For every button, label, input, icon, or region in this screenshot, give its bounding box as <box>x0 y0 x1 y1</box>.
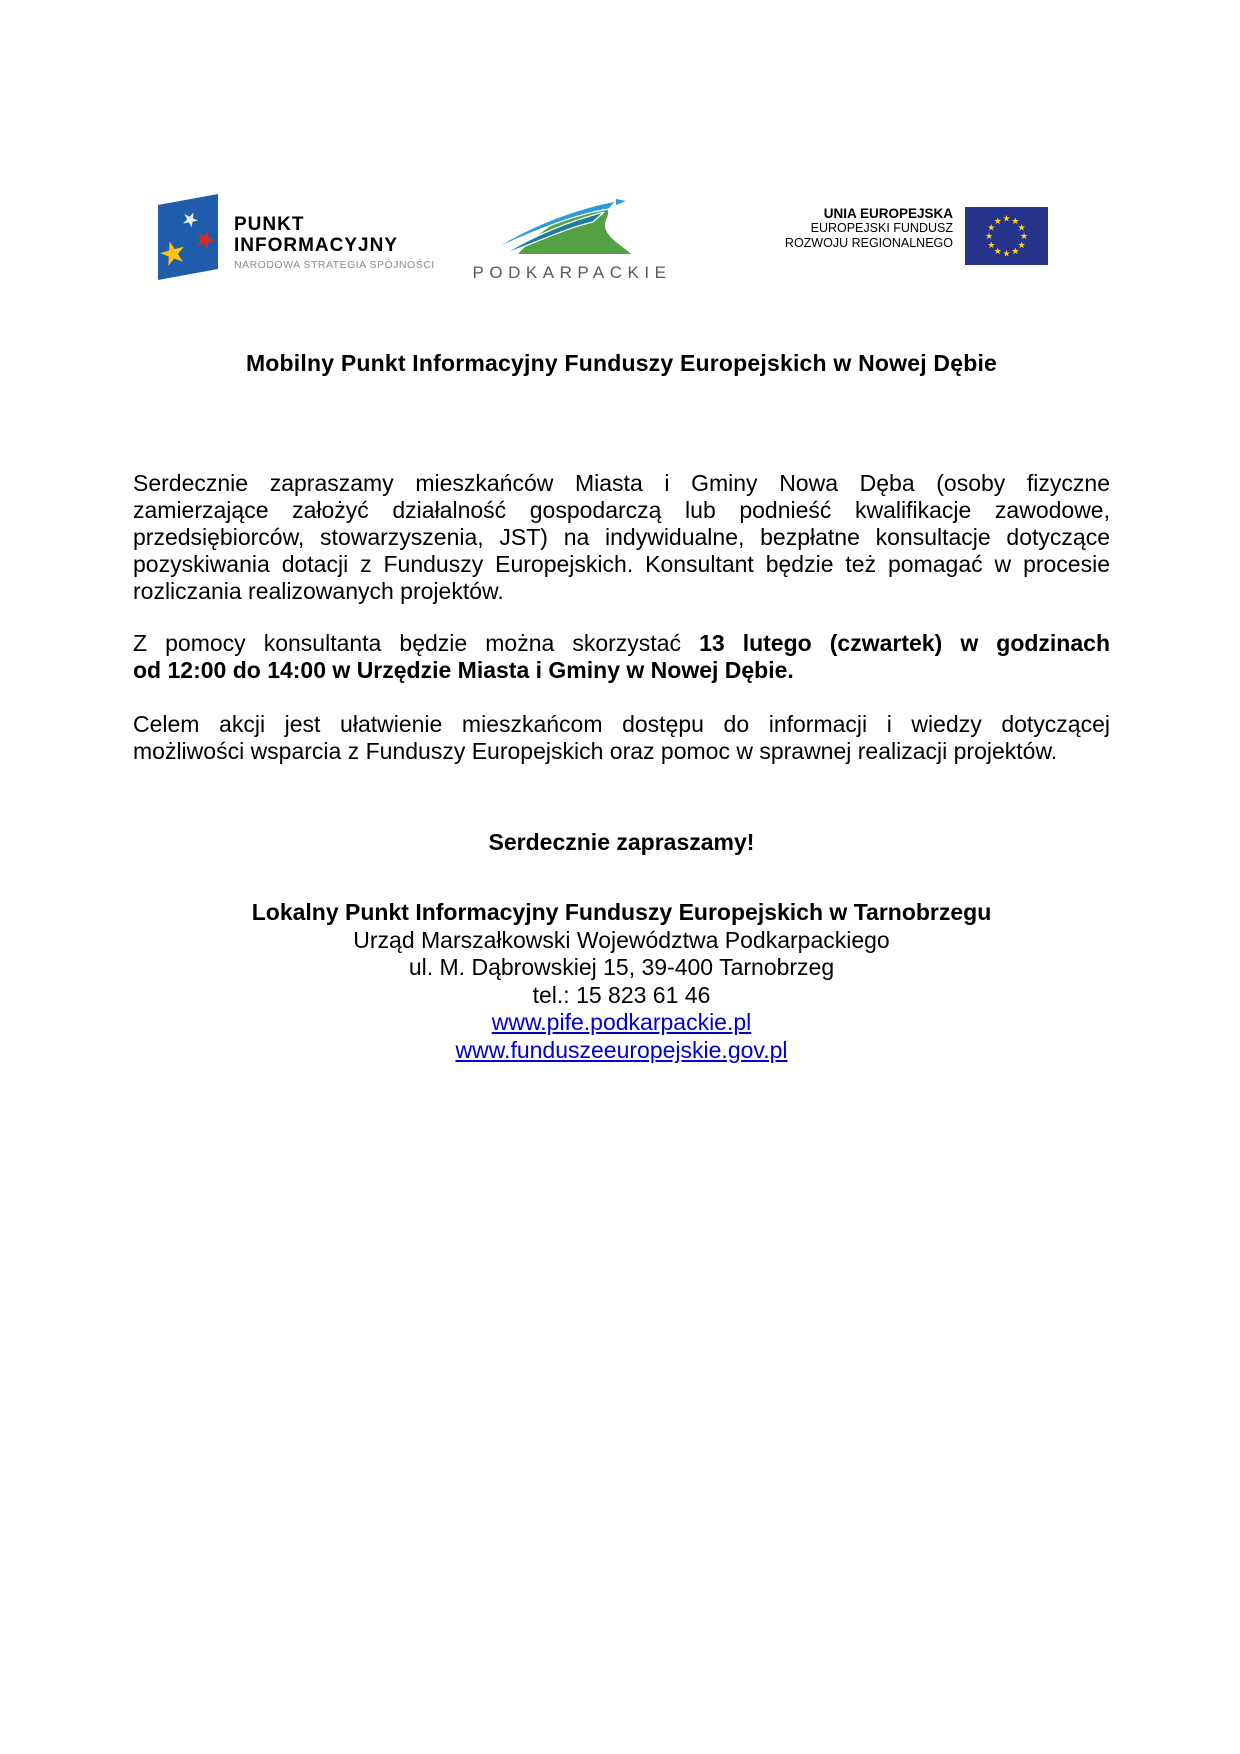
svg-text:★: ★ <box>1002 249 1011 260</box>
svg-text:★: ★ <box>1011 247 1020 258</box>
eu-logo-line1: UNIA EUROPEJSKA <box>823 206 953 221</box>
paragraph-schedule: Z pomocy konsultanta będzie można skorzystać 13 lutego (czwartek) w godzinach od 12:00 do 14:00 w Urzędzie Miasta i Gminy w Nowej Dębie. <box>133 630 1110 683</box>
svg-text:★: ★ <box>993 216 1002 227</box>
svg-text:★: ★ <box>987 240 996 251</box>
svg-text:★: ★ <box>1017 240 1026 251</box>
svg-text:★: ★ <box>1002 214 1011 225</box>
svg-text:★: ★ <box>1019 232 1029 242</box>
eu-logo-line2: EUROPEJSKI FUNDUSZ <box>810 221 953 235</box>
svg-text:★: ★ <box>987 223 996 234</box>
nss-logo <box>152 190 435 282</box>
contact-address: ul. M. Dąbrowskiej 15, 39-400 Tarnobrzeg <box>408 954 835 980</box>
contact-office: Urząd Marszałkowski Województwa Podkarpackiego <box>353 926 890 953</box>
svg-text:★: ★ <box>153 230 192 276</box>
paragraph-invitation: Serdecznie zapraszamy mieszkańców Miasta i Gminy Nowa Dęba (osoby fizyczne zamierzające założyć działalność gospodarczą lub podnieść kwalifikacje zawodowe, przedsiębiorców, stowarzyszenia, JST) na indywidualne, bezpłatne konsultacje dotyczące pozyskiwania dotacji z Funduszy Europejskich. Konsultant będzie też pomagać w procesie rozliczania realizowanych projektów. <box>133 470 1110 604</box>
page-title: Mobilny Punkt Informacyjny Funduszy Europejskich w Nowej Dębie <box>245 350 998 376</box>
svg-text:★: ★ <box>189 222 221 257</box>
nss-logo-line1: PUNKT <box>234 214 305 235</box>
eu-logo-line3: ROZWOJU REGIONALNEGO <box>784 236 953 250</box>
eu-logo-text <box>728 206 953 251</box>
contact-phone: tel.: 15 823 61 46 <box>532 981 711 1008</box>
svg-text:★: ★ <box>1017 223 1026 234</box>
nss-logo-line2: INFORMACYJNY <box>234 235 399 256</box>
nss-logo-line3: NARODOWA STRATEGIA SPÓJNOŚCI <box>234 259 435 271</box>
svg-text:★: ★ <box>177 204 204 234</box>
link-fundusze-europejskie[interactable]: www.funduszeeuropejskie.gov.pl <box>455 1036 788 1063</box>
eu-flag-icon <box>965 207 1048 265</box>
nss-flag-icon <box>152 190 224 282</box>
svg-text:★: ★ <box>993 247 1002 258</box>
svg-text:★: ★ <box>1011 216 1020 227</box>
contact-org-name: Lokalny Punkt Informacyjny Funduszy Europejskich w Tarnobrzegu <box>251 899 992 925</box>
paragraph-purpose: Celem akcji jest ułatwienie mieszkańcom dostępu do informacji i wiedzy dotyczącej możliwości wsparcia z Funduszy Europejskich oraz pomoc w sprawnej realizacji projektów. <box>133 711 1110 764</box>
svg-text:★: ★ <box>984 232 994 242</box>
contact-block <box>133 899 1110 1064</box>
podkarpackie-logo <box>462 198 682 283</box>
closing-invitation: Serdecznie zapraszamy! <box>488 829 755 855</box>
podkarpackie-emblem-icon <box>492 198 652 256</box>
podkarpackie-logo-label: PODKARPACKIE <box>472 263 672 282</box>
link-pife-podkarpackie[interactable]: www.pife.podkarpackie.pl <box>491 1009 752 1035</box>
